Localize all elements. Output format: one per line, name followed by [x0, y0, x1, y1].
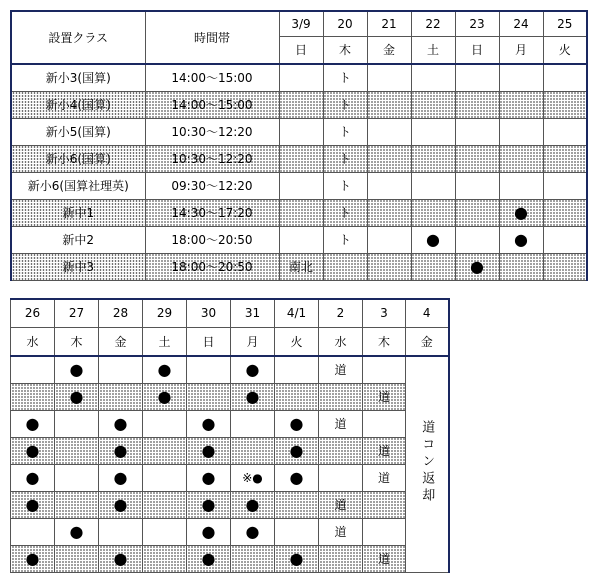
schedule-body-april [11, 356, 449, 572]
table-row [11, 464, 449, 491]
schedule-cell [367, 199, 411, 226]
date-header: 29 [143, 299, 187, 327]
schedule-cell [279, 199, 323, 226]
schedule-cell [143, 545, 187, 572]
schedule-cell [231, 491, 275, 518]
schedule-cell [55, 410, 99, 437]
schedule-cell [363, 518, 406, 545]
schedule-cell [367, 118, 411, 145]
schedule-cell [455, 91, 499, 118]
session-dot-icon: ● [514, 229, 528, 249]
date-header: 22 [411, 11, 455, 36]
schedule-cell [323, 253, 367, 280]
schedule-cell [275, 464, 319, 491]
class-name: 新中2 [11, 226, 145, 253]
schedule-cell [143, 491, 187, 518]
cell-mark: ※● [242, 470, 263, 485]
class-name: 新小4(国算) [11, 91, 145, 118]
schedule-cell [455, 172, 499, 199]
schedule-cell [411, 118, 455, 145]
schedule-cell [55, 545, 99, 572]
cell-mark: 道 [334, 498, 347, 512]
table-row [11, 518, 449, 545]
schedule-cell [275, 410, 319, 437]
schedule-cell [279, 172, 323, 199]
schedule-cell [11, 383, 55, 410]
class-name: 新小6(国算) [11, 145, 145, 172]
cell-mark: 道 [377, 552, 390, 566]
table-row [11, 545, 449, 572]
schedule-cell [411, 91, 455, 118]
schedule-cell [143, 410, 187, 437]
schedule-cell [11, 437, 55, 464]
schedule-cell [367, 64, 411, 91]
session-dot-icon: ● [289, 548, 304, 568]
session-dot-icon: ● [245, 521, 260, 541]
schedule-cell [363, 464, 406, 491]
cell-mark: 道 [377, 390, 390, 404]
session-dot-icon: ● [157, 386, 172, 406]
schedule-cell [499, 64, 543, 91]
schedule-cell [279, 226, 323, 253]
schedule-cell [411, 145, 455, 172]
schedule-cell [499, 91, 543, 118]
session-dot-icon: ● [201, 467, 216, 487]
session-dot-icon: ● [25, 548, 40, 568]
schedule-cell [11, 545, 55, 572]
session-dot-icon: ● [201, 548, 216, 568]
table-row [11, 91, 587, 118]
date-header: 28 [99, 299, 143, 327]
table-row [11, 253, 587, 280]
table-row [11, 226, 587, 253]
date-header: 20 [323, 11, 367, 36]
schedule-cell [455, 64, 499, 91]
schedule-cell [323, 64, 367, 91]
cell-mark: 道 [334, 417, 347, 431]
schedule-cell [279, 91, 323, 118]
schedule-cell [231, 464, 275, 491]
cell-mark: 道 [377, 444, 390, 458]
schedule-cell [499, 145, 543, 172]
schedule-cell [323, 172, 367, 199]
schedule-cell [279, 253, 323, 280]
schedule-cell [499, 199, 543, 226]
session-dot-icon: ● [289, 467, 304, 487]
cell-mark: 道 [334, 363, 347, 378]
session-dot-icon: ● [25, 413, 40, 433]
schedule-cell [55, 491, 99, 518]
weekday-header: 木 [55, 327, 99, 356]
schedule-cell [363, 383, 406, 410]
schedule-cell [99, 356, 143, 383]
schedule-cell [323, 91, 367, 118]
schedule-cell [143, 464, 187, 491]
schedule-cell [411, 253, 455, 280]
schedule-cell [455, 226, 499, 253]
schedule-cell [367, 226, 411, 253]
weekday-header: 土 [411, 36, 455, 64]
table-row [11, 199, 587, 226]
schedule-cell [279, 145, 323, 172]
session-dot-icon: ● [113, 440, 128, 460]
table-row [11, 356, 449, 383]
cell-mark: ト [338, 206, 351, 220]
weekday-header: 火 [275, 327, 319, 356]
weekday-header: 日 [187, 327, 231, 356]
weekday-header: 水 [319, 327, 363, 356]
weekday-header: 金 [406, 327, 449, 356]
schedule-cell [11, 410, 55, 437]
schedule-cell [323, 226, 367, 253]
schedule-cell [55, 518, 99, 545]
weekday-header: 火 [543, 36, 587, 64]
weekday-header: 月 [499, 36, 543, 64]
schedule-cell [319, 410, 363, 437]
schedule-cell [99, 464, 143, 491]
cell-mark: ト [338, 233, 351, 247]
session-dot-icon: ● [245, 494, 260, 514]
schedule-cell [367, 172, 411, 199]
schedule-cell [275, 356, 319, 383]
weekday-header: 土 [143, 327, 187, 356]
table-row [11, 64, 587, 91]
schedule-cell [231, 545, 275, 572]
session-dot-icon: ● [289, 440, 304, 460]
table-row [11, 145, 587, 172]
schedule-body-march [11, 64, 587, 280]
schedule-cell [363, 545, 406, 572]
header-class: 設置クラス [11, 11, 145, 64]
date-header: 21 [367, 11, 411, 36]
weekday-header: 木 [363, 327, 406, 356]
schedule-cell [363, 491, 406, 518]
session-dot-icon: ● [113, 413, 128, 433]
schedule-table-march [10, 10, 588, 281]
schedule-cell [543, 253, 587, 280]
table-row [11, 383, 449, 410]
schedule-cell [411, 199, 455, 226]
class-name: 新中3 [11, 253, 145, 280]
schedule-cell [187, 410, 231, 437]
schedule-cell [319, 356, 363, 383]
merged-note [406, 356, 449, 572]
schedule-cell [11, 491, 55, 518]
schedule-cell [99, 410, 143, 437]
schedule-cell [143, 518, 187, 545]
schedule-cell [543, 64, 587, 91]
time-range: 14:30～17:20 [145, 199, 279, 226]
schedule-cell [363, 437, 406, 464]
cell-mark: ト [338, 71, 351, 86]
schedule-cell [187, 356, 231, 383]
session-dot-icon: ● [245, 386, 260, 406]
session-dot-icon: ● [113, 548, 128, 568]
schedule-table-april [10, 298, 450, 573]
schedule-cell [187, 545, 231, 572]
schedule-cell [543, 145, 587, 172]
date-header: 23 [455, 11, 499, 36]
schedule-cell [187, 464, 231, 491]
schedule-cell [143, 383, 187, 410]
schedule-cell [319, 464, 363, 491]
weekday-header: 金 [99, 327, 143, 356]
schedule-cell [455, 199, 499, 226]
schedule-cell [99, 491, 143, 518]
table-row [11, 172, 587, 199]
date-header: 4/1 [275, 299, 319, 327]
table-row [11, 118, 587, 145]
schedule-cell [231, 383, 275, 410]
cell-mark: 南北 [288, 260, 313, 274]
cell-mark: ト [338, 152, 351, 166]
merged-note-text: 道コン返却 [419, 420, 435, 506]
schedule-cell [499, 253, 543, 280]
session-dot-icon: ● [201, 413, 216, 433]
cell-mark: 道 [377, 471, 390, 485]
schedule-cell [99, 437, 143, 464]
session-dot-icon: ● [201, 521, 216, 541]
schedule-cell [543, 118, 587, 145]
session-dot-icon: ● [25, 494, 40, 514]
session-dot-icon: ● [426, 229, 440, 249]
time-range: 09:30～12:20 [145, 172, 279, 199]
schedule-cell [367, 91, 411, 118]
schedule-cell [143, 356, 187, 383]
session-dot-icon: ● [157, 359, 172, 379]
time-range: 14:00～15:00 [145, 64, 279, 91]
date-header: 25 [543, 11, 587, 36]
session-dot-icon: ● [201, 494, 216, 514]
schedule-cell [99, 518, 143, 545]
session-dot-icon: ● [113, 467, 128, 487]
date-header: 3/9 [279, 11, 323, 36]
schedule-cell [499, 118, 543, 145]
schedule-cell [231, 437, 275, 464]
schedule-cell [367, 253, 411, 280]
schedule-cell [319, 545, 363, 572]
schedule-cell [411, 226, 455, 253]
weekday-header: 日 [279, 36, 323, 64]
time-range: 14:00～15:00 [145, 91, 279, 118]
session-dot-icon: ● [25, 467, 40, 487]
date-header: 30 [187, 299, 231, 327]
schedule-cell [543, 172, 587, 199]
time-range: 10:30～12:20 [145, 145, 279, 172]
cell-mark: ト [338, 125, 351, 139]
schedule-cell [11, 356, 55, 383]
schedule-cell [55, 464, 99, 491]
date-header: 3 [363, 299, 406, 327]
schedule-cell [543, 226, 587, 253]
schedule-cell [11, 464, 55, 491]
weekday-header: 日 [455, 36, 499, 64]
session-dot-icon: ● [201, 440, 216, 460]
schedule-cell [455, 145, 499, 172]
schedule-cell [323, 199, 367, 226]
session-dot-icon: ● [69, 386, 84, 406]
schedule-cell [187, 491, 231, 518]
class-name: 新小5(国算) [11, 118, 145, 145]
schedule-cell [231, 356, 275, 383]
date-header: 24 [499, 11, 543, 36]
class-name: 新中1 [11, 199, 145, 226]
schedule-cell [187, 383, 231, 410]
schedule-cell [99, 383, 143, 410]
session-dot-icon: ● [245, 359, 260, 379]
session-dot-icon: ● [69, 359, 84, 379]
schedule-cell [55, 356, 99, 383]
cell-mark: ト [338, 179, 351, 193]
schedule-cell [187, 518, 231, 545]
schedule-cell [499, 226, 543, 253]
schedule-cell [499, 172, 543, 199]
cell-mark: 道 [334, 525, 347, 539]
session-dot-icon: ● [514, 202, 528, 222]
time-range: 18:00～20:50 [145, 253, 279, 280]
time-range: 10:30～12:20 [145, 118, 279, 145]
weekday-header: 木 [323, 36, 367, 64]
schedule-cell [11, 518, 55, 545]
date-header: 31 [231, 299, 275, 327]
weekday-header: 月 [231, 327, 275, 356]
time-range: 18:00～20:50 [145, 226, 279, 253]
schedule-cell [455, 118, 499, 145]
schedule-cell [367, 145, 411, 172]
date-header: 2 [319, 299, 363, 327]
schedule-cell [323, 118, 367, 145]
schedule-cell [363, 410, 406, 437]
schedule-cell [143, 437, 187, 464]
schedule-cell [231, 518, 275, 545]
weekday-header: 金 [367, 36, 411, 64]
session-dot-icon: ● [69, 521, 84, 541]
table-row [11, 437, 449, 464]
schedule-cell [275, 437, 319, 464]
schedule-cell [543, 199, 587, 226]
schedule-cell [187, 437, 231, 464]
schedule-cell [275, 383, 319, 410]
schedule-cell [323, 145, 367, 172]
header-time: 時間帯 [145, 11, 279, 64]
schedule-cell [231, 410, 275, 437]
schedule-cell [455, 253, 499, 280]
schedule-cell [275, 545, 319, 572]
schedule-cell [275, 518, 319, 545]
schedule-cell [279, 64, 323, 91]
schedule-cell [411, 64, 455, 91]
schedule-cell [543, 91, 587, 118]
session-dot-icon: ● [289, 413, 304, 433]
schedule-cell [319, 518, 363, 545]
schedule-cell [99, 545, 143, 572]
session-dot-icon: ● [470, 256, 484, 276]
schedule-cell [279, 118, 323, 145]
schedule-cell [55, 383, 99, 410]
schedule-cell [55, 437, 99, 464]
class-name: 新小6(国算社理英) [11, 172, 145, 199]
date-header: 26 [11, 299, 55, 327]
session-dot-icon: ● [25, 440, 40, 460]
table-row [11, 410, 449, 437]
schedule-cell [363, 356, 406, 383]
schedule-cell [319, 491, 363, 518]
schedule-cell [319, 383, 363, 410]
table-row [11, 491, 449, 518]
schedule-cell [411, 172, 455, 199]
date-header: 4 [406, 299, 449, 327]
class-name: 新小3(国算) [11, 64, 145, 91]
schedule-cell [319, 437, 363, 464]
session-dot-icon: ● [113, 494, 128, 514]
schedule-cell [275, 491, 319, 518]
cell-mark: ト [338, 98, 351, 112]
date-header: 27 [55, 299, 99, 327]
weekday-header: 水 [11, 327, 55, 356]
